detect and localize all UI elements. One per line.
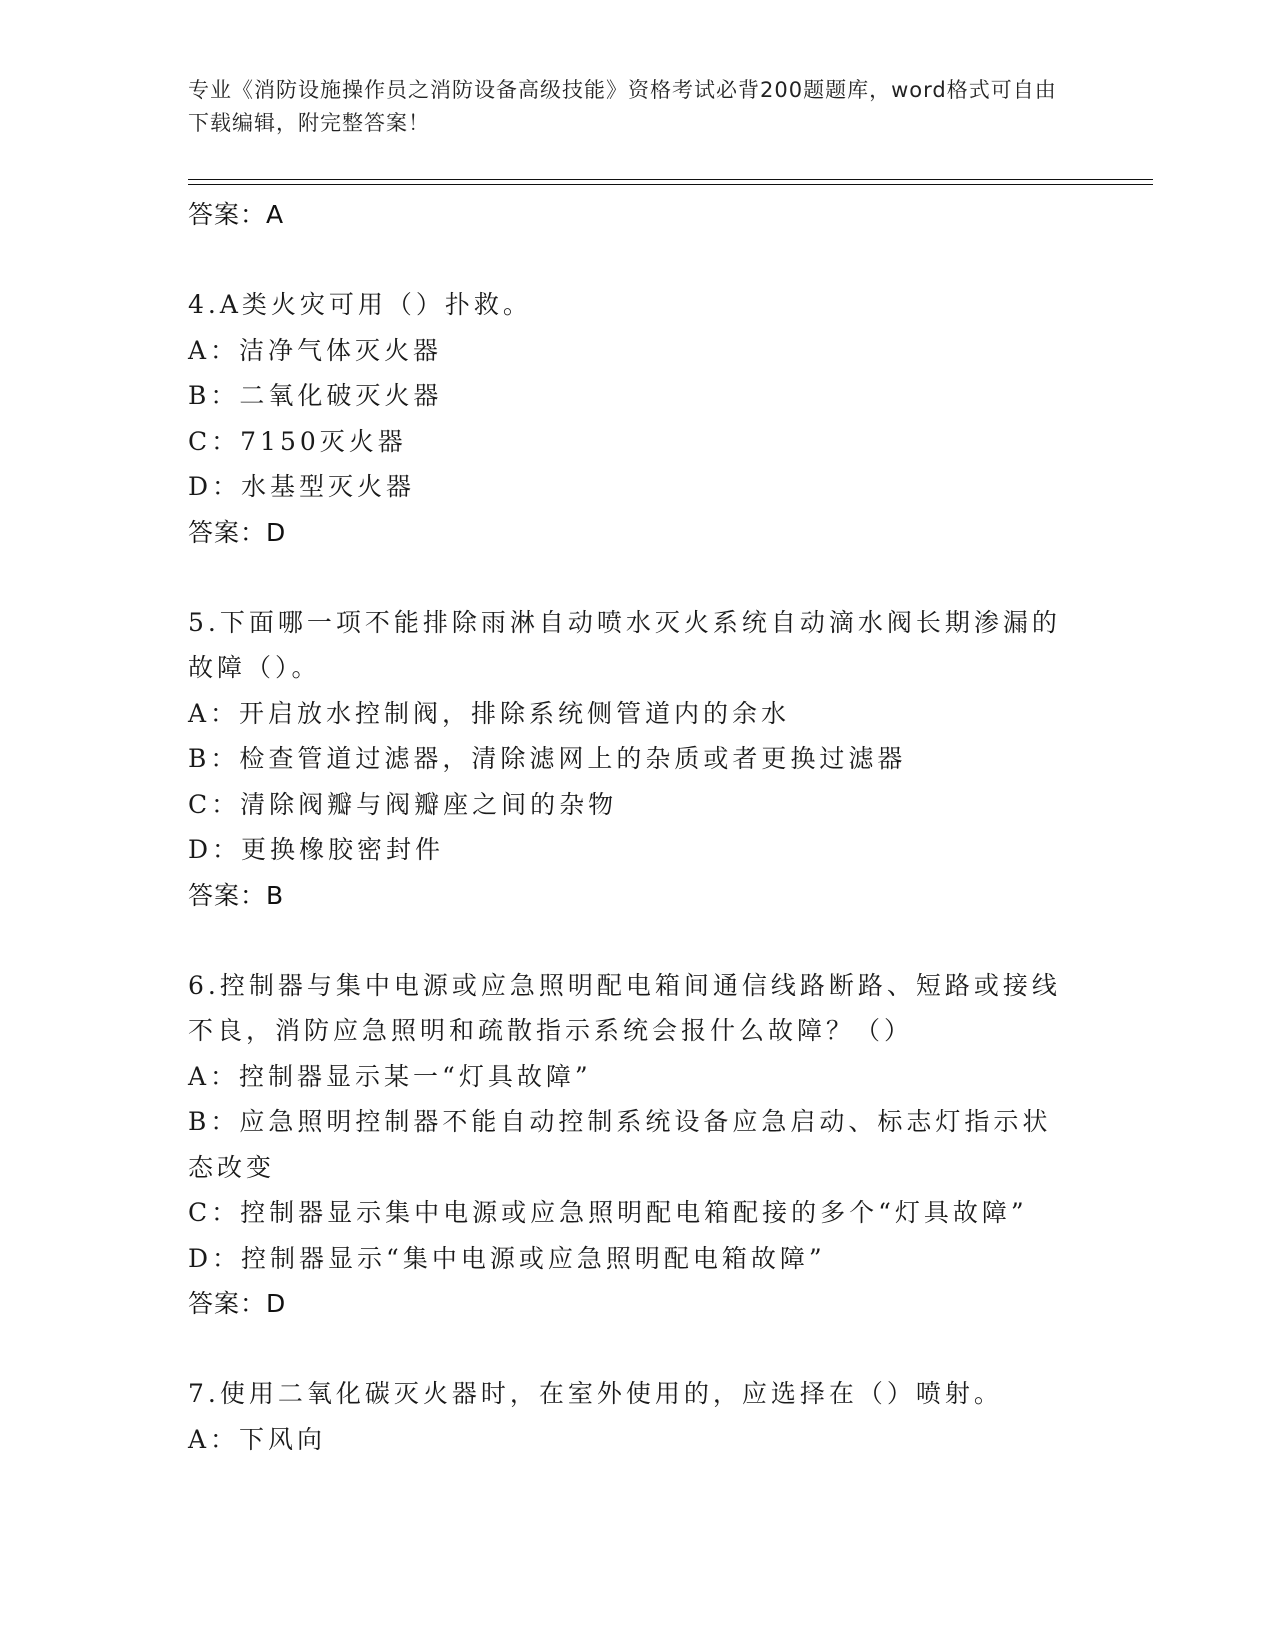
spacer bbox=[188, 1327, 1088, 1371]
question-title: 4.A类火灾可用（）扑救。 bbox=[188, 290, 532, 319]
option-a: A：洁净气体灭火器 bbox=[188, 335, 443, 365]
option-b: B：二氧化破灭火器 bbox=[188, 381, 443, 410]
option-a: A：下风向 bbox=[188, 1424, 327, 1454]
header-divider-bottom bbox=[188, 184, 1153, 185]
answer-label: 答案：A bbox=[188, 200, 285, 229]
spacer bbox=[188, 919, 1088, 963]
option-b: B：检查管道过滤器，清除滤网上的杂质或者更换过滤器 bbox=[188, 744, 907, 773]
question-block bbox=[188, 963, 1088, 1328]
answer-label: 答案：D bbox=[188, 517, 287, 547]
option-c: C：7150灭火器 bbox=[188, 426, 407, 456]
question-title: 5.下面哪一项不能排除雨淋自动喷水灭火系统自动滴水阀长期渗漏的故障（）。 bbox=[188, 607, 1061, 682]
option-d: D：更换橡胶密封件 bbox=[188, 835, 445, 864]
question-title: 6.控制器与集中电源或应急照明配电箱间通信线路断路、短路或接线不良，消防应急照明和疏散指示系统会报什么故障？（） bbox=[188, 970, 1061, 1045]
option-c: C：清除阀瓣与阀瓣座之间的杂物 bbox=[188, 789, 618, 819]
question-block bbox=[188, 600, 1088, 919]
option-c: C：控制器显示集中电源或应急照明配电箱配接的多个“灯具故障” bbox=[188, 1198, 1028, 1227]
spacer bbox=[188, 556, 1088, 600]
question-block bbox=[188, 1371, 1088, 1462]
question-title: 7.使用二氧化碳灭火器时，在室外使用的，应选择在（）喷射。 bbox=[188, 1379, 1003, 1408]
option-d: D：水基型灭火器 bbox=[188, 472, 416, 501]
answer-label: 答案：B bbox=[188, 880, 285, 910]
header-divider-top bbox=[188, 179, 1153, 180]
option-d: D：控制器显示“集中电源或应急照明配电箱故障” bbox=[188, 1243, 826, 1273]
question-block bbox=[188, 282, 1088, 556]
question-list bbox=[188, 192, 1088, 1462]
answer-label: 答案：D bbox=[188, 1289, 287, 1318]
option-b: B：应急照明控制器不能自动控制系统设备应急启动、标志灯指示状态改变 bbox=[188, 1107, 1052, 1182]
option-a: A：开启放水控制阀，排除系统侧管道内的余水 bbox=[188, 698, 791, 728]
document-header bbox=[188, 74, 1068, 140]
header-text: 专业《消防设施操作员之消防设备高级技能》资格考试必背200题题库，word格式可自由下载编辑，附完整答案！ bbox=[188, 78, 1057, 135]
spacer bbox=[188, 238, 1088, 282]
option-a: A：控制器显示某一“灯具故障” bbox=[188, 1061, 592, 1091]
